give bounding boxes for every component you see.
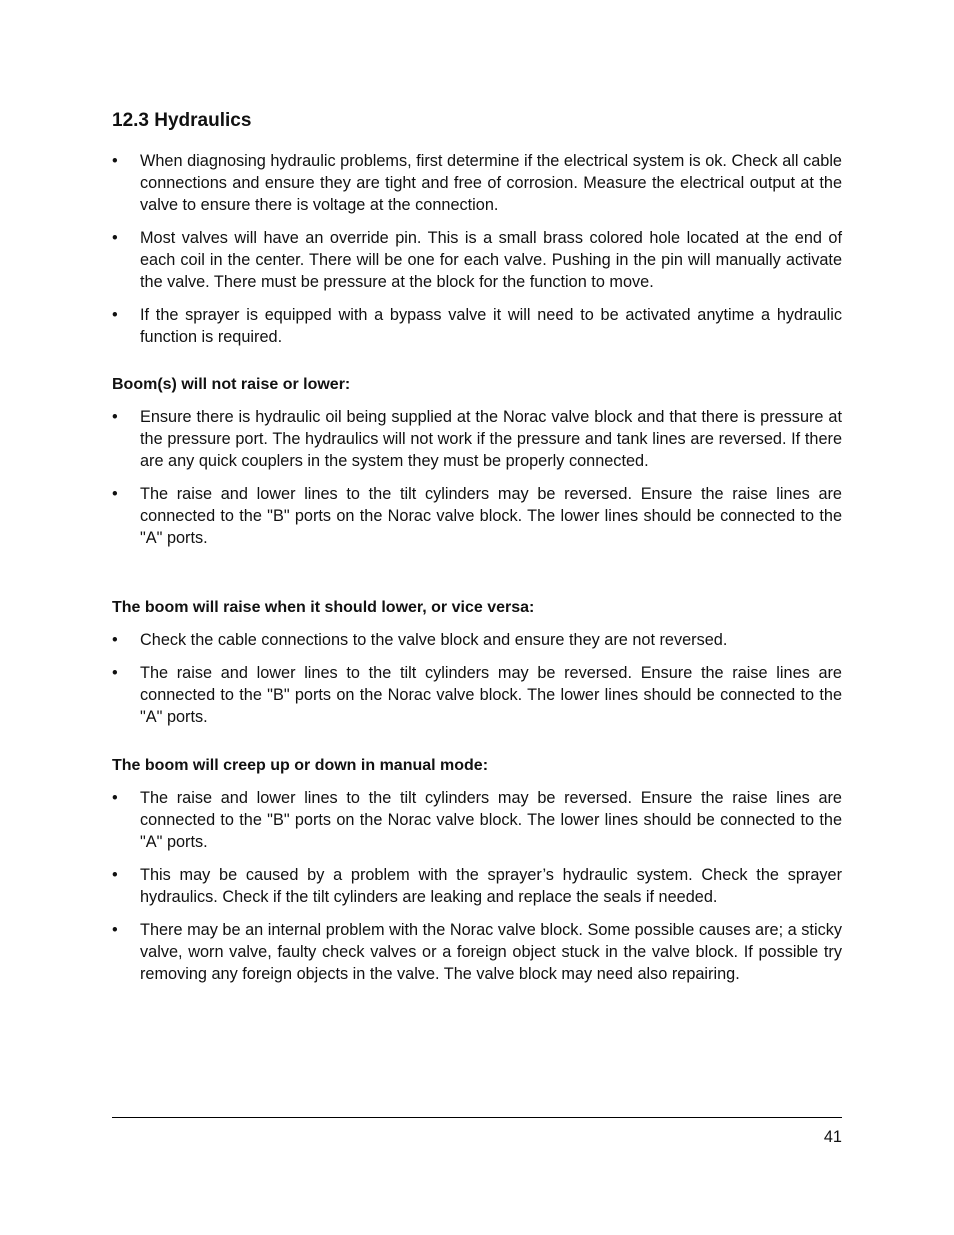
list-item: • If the sprayer is equipped with a bypass valve it will need to be activated anytime a hydraulic function is required. (112, 304, 842, 348)
list-item: • Check the cable connections to the valve block and ensure they are not reversed. (112, 629, 842, 651)
list-item: • This may be caused by a problem with the sprayer’s hydraulic system. Check the sprayer hydraulics. Check if the tilt cylinders are leaking and replace the seals if needed. (112, 864, 842, 908)
list-item: • The raise and lower lines to the tilt cylinders may be reversed. Ensure the raise lines are connected to the "B" ports on the Norac valve block. The lower lines should be connected to the "A" ports. (112, 787, 842, 853)
subheading: Boom(s) will not raise or lower: (112, 376, 351, 393)
section-boom-creep (112, 755, 842, 996)
list-item: • Ensure there is hydraulic oil being supplied at the Norac valve block and that there is pressure at the pressure port. The hydraulics will not work if the pressure and tank lines are reversed. If there are any quick couplers in the system they must be properly connected. (112, 406, 842, 472)
subheading: The boom will raise when it should lower, or vice versa: (112, 599, 535, 616)
list-item: • Most valves will have an override pin. This is a small brass colored hole located at the end of each coil in the center. There will be one for each valve. Pushing in the pin will manually activate the valve. There must be pressure at the block for the function to move. (112, 227, 842, 293)
list-item: • There may be an internal problem with the Norac valve block. Some possible causes are; a sticky valve, worn valve, faulty check valves or a foreign object stuck in the valve block. If possible try removing any foreign objects in the valve. The valve block may need also repairing. (112, 919, 842, 985)
page-number: 41 (823, 1128, 842, 1146)
section-boom-not-raise (112, 374, 842, 560)
footer-rule (112, 1117, 842, 1118)
list-item: • When diagnosing hydraulic problems, first determine if the electrical system is ok. Check all cable connections and ensure they are tight and free of corrosion. Measure the electrical output at the valve to ensure there is voltage at the connection. (112, 150, 842, 216)
subheading: The boom will creep up or down in manual mode: (112, 757, 489, 774)
list-item: • The raise and lower lines to the tilt cylinders may be reversed. Ensure the raise lines are connected to the "B" ports on the Norac valve block. The lower lines should be connected to the "A" ports. (112, 483, 842, 549)
intro-section (112, 150, 842, 359)
section-boom-reversed (112, 597, 842, 739)
list-item: • The raise and lower lines to the tilt cylinders may be reversed. Ensure the raise lines are connected to the "B" ports on the Norac valve block. The lower lines should be connected to the "A" ports. (112, 662, 842, 728)
section-heading: 12.3 Hydraulics (112, 110, 252, 131)
